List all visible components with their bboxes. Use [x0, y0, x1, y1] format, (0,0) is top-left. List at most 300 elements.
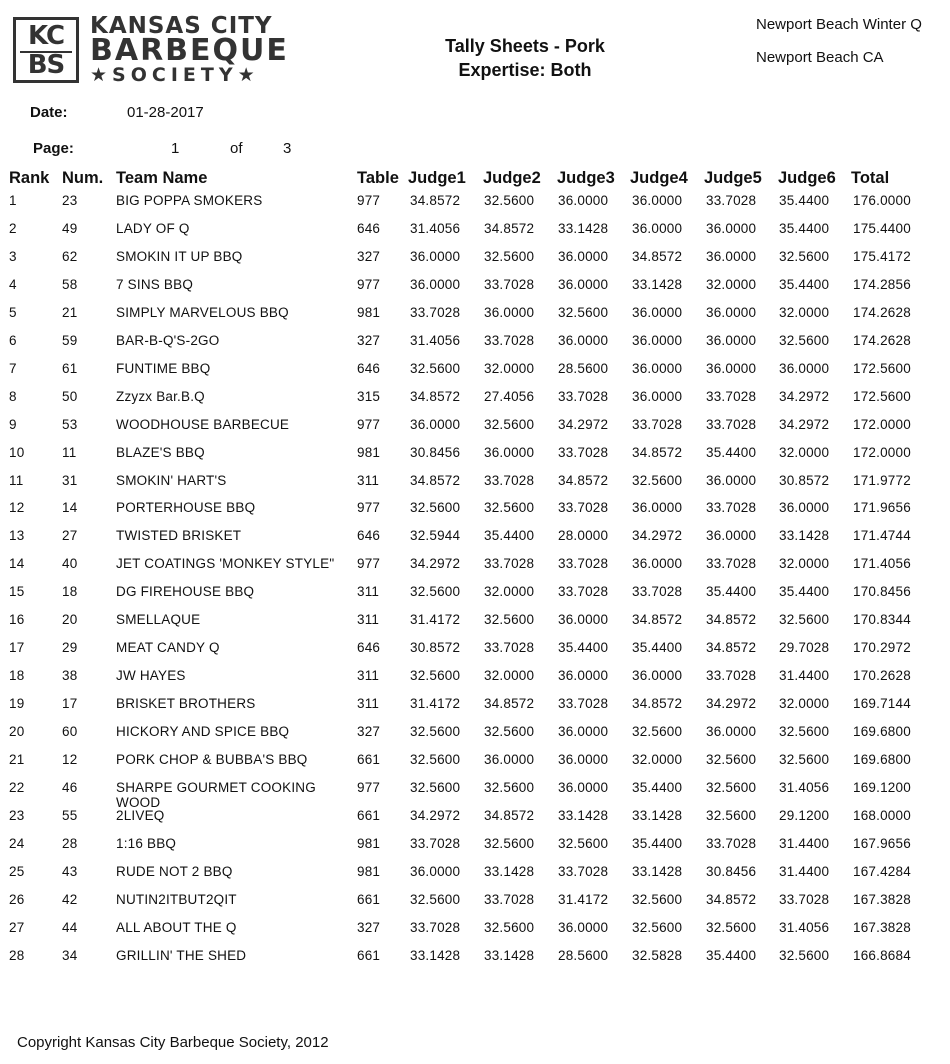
cell-judge1: 36.0000	[410, 863, 461, 879]
cell-rank: 19	[9, 696, 25, 712]
cell-judge5: 32.5600	[706, 752, 757, 767]
cell-team-name: MEAT CANDY Q	[116, 640, 220, 656]
cell-judge2: 34.8572	[484, 807, 535, 823]
table-row	[0, 389, 950, 417]
cell-team-name: BLAZE'S BBQ	[116, 444, 205, 460]
cell-judge3: 32.5600	[558, 304, 609, 320]
event-name: Newport Beach Winter Q	[756, 16, 922, 33]
cell-judge5: 33.7028	[706, 193, 757, 208]
cell-table: 977	[357, 556, 381, 572]
cell-table: 977	[357, 276, 381, 292]
cell-table: 327	[357, 724, 381, 740]
cell-judge5: 36.0000	[706, 472, 757, 488]
cell-team-name: WOODHOUSE BARBECUE	[116, 416, 290, 432]
cell-judge3: 36.0000	[558, 752, 609, 767]
cell-table: 311	[357, 612, 380, 628]
cell-judge5: 33.7028	[706, 668, 757, 684]
table-row	[0, 305, 950, 333]
report-title: Tally Sheets - Pork	[445, 36, 605, 56]
cell-judge1: 31.4172	[410, 612, 461, 628]
cell-team-name: ALL ABOUT THE Q	[116, 919, 237, 935]
cell-rank: 15	[9, 584, 25, 600]
cell-judge5: 36.0000	[706, 528, 757, 544]
cell-judge2: 32.5600	[484, 500, 535, 516]
col-header-judge1: Judge1	[408, 169, 466, 187]
cell-rank: 8	[9, 388, 17, 404]
cell-judge6: 34.2972	[779, 416, 830, 432]
table-row	[0, 361, 950, 389]
cell-table: 646	[357, 528, 381, 544]
cell-judge2: 33.7028	[484, 276, 535, 292]
cell-num: 11	[62, 444, 77, 460]
cell-total: 170.2972	[853, 640, 911, 656]
cell-total: 169.6800	[853, 752, 911, 767]
cell-judge1: 34.2972	[410, 556, 461, 572]
cell-judge5: 36.0000	[706, 360, 757, 376]
cell-team-name: BAR-B-Q'S-2GO	[116, 332, 220, 348]
cell-judge6: 35.4400	[779, 584, 830, 600]
cell-judge5: 36.0000	[706, 304, 757, 320]
cell-num: 50	[62, 388, 78, 404]
cell-judge4: 34.8572	[632, 248, 683, 264]
cell-team-name: JW HAYES	[116, 668, 186, 684]
cell-table: 311	[357, 668, 380, 684]
cell-judge3: 33.7028	[558, 556, 609, 572]
cell-rank: 10	[9, 444, 25, 460]
cell-total: 176.0000	[853, 193, 911, 208]
cell-total: 172.0000	[853, 416, 911, 432]
table-row	[0, 612, 950, 640]
cell-table: 977	[357, 193, 381, 208]
table-row	[0, 780, 950, 808]
table-row	[0, 892, 950, 920]
cell-judge2: 33.7028	[484, 332, 535, 348]
table-row	[0, 724, 950, 752]
report-subtitle: Expertise: Both	[458, 60, 592, 80]
table-row	[0, 500, 950, 528]
cell-total: 175.4400	[853, 220, 911, 236]
cell-team-name: RUDE NOT 2 BBQ	[116, 863, 233, 879]
cell-num: 21	[62, 304, 78, 320]
cell-total: 171.9772	[853, 472, 911, 488]
cell-total: 171.4744	[853, 528, 911, 544]
date-value: 01-28-2017	[127, 104, 204, 121]
cell-rank: 20	[9, 724, 25, 740]
cell-team-name: SIMPLY MARVELOUS BBQ	[116, 304, 289, 320]
cell-team-name: BRISKET BROTHERS	[116, 696, 256, 712]
cell-judge4: 36.0000	[632, 360, 683, 376]
cell-judge6: 32.5600	[779, 947, 830, 963]
cell-judge1: 33.7028	[410, 835, 461, 851]
cell-total: 172.5600	[853, 388, 911, 404]
cell-rank: 25	[9, 863, 25, 879]
table-row	[0, 668, 950, 696]
cell-table: 646	[357, 640, 381, 656]
kcbs-logo-mark	[13, 17, 79, 83]
cell-team-name: 1:16 BBQ	[116, 835, 177, 851]
cell-num: 23	[62, 193, 78, 208]
cell-judge5: 33.7028	[706, 500, 757, 516]
logo-mark-bottom: BS	[27, 50, 65, 80]
cell-table: 661	[357, 891, 381, 907]
cell-judge2: 32.5600	[484, 919, 535, 935]
cell-team-name: 2LIVEQ	[116, 807, 165, 823]
cell-judge4: 36.0000	[632, 556, 683, 572]
cell-num: 18	[62, 584, 78, 600]
cell-judge6: 35.4400	[779, 276, 830, 292]
cell-total: 174.2856	[853, 276, 911, 292]
cell-rank: 6	[9, 332, 17, 348]
cell-judge2: 36.0000	[484, 444, 535, 460]
cell-rank: 17	[9, 640, 25, 656]
cell-judge3: 36.0000	[558, 248, 609, 264]
cell-judge6: 32.5600	[779, 248, 830, 264]
cell-judge1: 34.8572	[410, 472, 461, 488]
col-header-rank: Rank	[9, 169, 50, 187]
cell-judge2: 32.0000	[484, 668, 535, 684]
cell-judge6: 32.0000	[779, 444, 830, 460]
cell-judge2: 33.7028	[484, 556, 535, 572]
cell-judge4: 36.0000	[632, 500, 683, 516]
cell-judge1: 30.8572	[410, 640, 461, 656]
col-header-table: Table	[357, 169, 399, 187]
cell-judge6: 32.5600	[779, 752, 830, 767]
cell-judge1: 34.8572	[410, 193, 461, 208]
table-row	[0, 417, 950, 445]
cell-table: 981	[357, 444, 381, 460]
cell-judge5: 32.5600	[706, 807, 757, 823]
cell-judge6: 34.2972	[779, 388, 830, 404]
cell-judge5: 34.2972	[706, 696, 757, 712]
cell-num: 34	[62, 947, 78, 963]
cell-judge4: 34.2972	[632, 528, 683, 544]
cell-num: 43	[62, 863, 78, 879]
cell-judge2: 32.5600	[484, 248, 535, 264]
cell-judge3: 33.7028	[558, 696, 609, 712]
cell-judge2: 32.5600	[484, 612, 535, 628]
cell-judge1: 32.5600	[410, 724, 461, 740]
cell-judge1: 32.5600	[410, 584, 461, 600]
cell-num: 28	[62, 835, 78, 851]
cell-judge2: 32.5600	[484, 724, 535, 740]
cell-table: 327	[357, 332, 381, 348]
cell-judge2: 33.7028	[484, 472, 535, 488]
cell-judge6: 31.4400	[779, 668, 830, 684]
table-row	[0, 528, 950, 556]
logo-text-line2: BARBEQUE	[90, 33, 289, 68]
logo-text-line1: KANSAS CITY	[90, 13, 273, 39]
cell-num: 40	[62, 556, 78, 572]
cell-total: 167.3828	[853, 891, 911, 907]
col-header-judge4: Judge4	[630, 169, 688, 187]
cell-judge5: 36.0000	[706, 220, 757, 236]
cell-team-name: PORTERHOUSE BBQ	[116, 500, 256, 516]
cell-judge2: 33.7028	[484, 640, 535, 656]
cell-rank: 5	[9, 304, 17, 320]
cell-total: 170.2628	[853, 668, 911, 684]
table-row	[0, 864, 950, 892]
cell-judge3: 34.8572	[558, 472, 609, 488]
cell-num: 12	[62, 752, 78, 767]
cell-judge5: 36.0000	[706, 332, 757, 348]
table-row	[0, 333, 950, 361]
cell-judge5: 35.4400	[706, 947, 757, 963]
cell-judge4: 36.0000	[632, 193, 683, 208]
cell-judge6: 33.7028	[779, 891, 830, 907]
cell-judge6: 29.7028	[779, 640, 830, 656]
cell-num: 17	[62, 696, 78, 712]
table-row	[0, 696, 950, 724]
cell-num: 14	[62, 500, 78, 516]
cell-total: 172.0000	[853, 444, 911, 460]
cell-judge6: 30.8572	[779, 472, 830, 488]
cell-table: 311	[357, 472, 380, 488]
cell-judge6: 31.4400	[779, 863, 830, 879]
cell-judge1: 30.8456	[410, 444, 461, 460]
cell-judge3: 33.7028	[558, 584, 609, 600]
table-row	[0, 193, 950, 221]
cell-judge1: 36.0000	[410, 416, 461, 432]
cell-table: 327	[357, 919, 381, 935]
page-total: 3	[283, 140, 292, 157]
cell-judge6: 32.5600	[779, 612, 830, 628]
cell-judge6: 36.0000	[779, 500, 830, 516]
col-header-judge5: Judge5	[704, 169, 762, 187]
cell-team-name: BIG POPPA SMOKERS	[116, 193, 263, 208]
cell-judge5: 32.0000	[706, 276, 757, 292]
cell-team-name: HICKORY AND SPICE BBQ	[116, 724, 290, 740]
cell-judge6: 32.5600	[779, 332, 830, 348]
col-header-team: Team Name	[116, 169, 208, 187]
cell-num: 61	[62, 360, 78, 376]
cell-num: 27	[62, 528, 78, 544]
cell-judge6: 35.4400	[779, 220, 830, 236]
cell-table: 661	[357, 807, 381, 823]
col-header-judge2: Judge2	[483, 169, 541, 187]
cell-team-name: GRILLIN' THE SHED	[116, 947, 247, 963]
cell-judge2: 33.7028	[484, 891, 535, 907]
cell-judge2: 34.8572	[484, 220, 535, 236]
cell-judge1: 36.0000	[410, 248, 461, 264]
cell-team-name: Zzyzx Bar.B.Q	[116, 388, 205, 404]
cell-judge3: 32.5600	[558, 835, 609, 851]
cell-judge5: 34.8572	[706, 612, 757, 628]
cell-judge5: 36.0000	[706, 248, 757, 264]
cell-judge5: 33.7028	[706, 556, 757, 572]
cell-team-name: SMOKIN IT UP BBQ	[116, 248, 243, 264]
cell-judge2: 36.0000	[484, 752, 535, 767]
cell-num: 55	[62, 807, 78, 823]
cell-rank: 14	[9, 556, 25, 572]
cell-judge4: 35.4400	[632, 779, 683, 795]
cell-rank: 9	[9, 416, 17, 432]
cell-total: 171.4056	[853, 556, 911, 572]
cell-judge3: 36.0000	[558, 332, 609, 348]
col-header-num: Num.	[62, 169, 104, 187]
cell-table: 661	[357, 752, 381, 767]
cell-judge5: 32.5600	[706, 779, 757, 795]
cell-rank: 16	[9, 612, 25, 628]
cell-team-name: PORK CHOP & BUBBA'S BBQ	[116, 752, 308, 767]
cell-judge5: 35.4400	[706, 584, 757, 600]
cell-num: 44	[62, 919, 78, 935]
cell-judge1: 34.2972	[410, 807, 461, 823]
cell-judge6: 32.5600	[779, 724, 830, 740]
cell-table: 315	[357, 388, 381, 404]
cell-table: 646	[357, 220, 381, 236]
table-row	[0, 836, 950, 864]
cell-rank: 22	[9, 779, 25, 795]
cell-judge4: 32.5600	[632, 919, 683, 935]
cell-total: 174.2628	[853, 304, 911, 320]
cell-num: 46	[62, 779, 78, 795]
cell-judge5: 32.5600	[706, 919, 757, 935]
cell-judge4: 33.1428	[632, 807, 683, 823]
cell-judge1: 32.5600	[410, 891, 461, 907]
cell-judge4: 36.0000	[632, 388, 683, 404]
table-row	[0, 445, 950, 473]
cell-judge4: 35.4400	[632, 835, 683, 851]
cell-judge2: 27.4056	[484, 388, 535, 404]
cell-team-name: FUNTIME BBQ	[116, 360, 211, 376]
cell-judge1: 33.7028	[410, 304, 461, 320]
cell-table: 981	[357, 835, 381, 851]
cell-num: 53	[62, 416, 78, 432]
cell-judge2: 32.5600	[484, 835, 535, 851]
cell-team-name: SMELLAQUE	[116, 612, 201, 628]
cell-table: 311	[357, 584, 380, 600]
cell-num: 62	[62, 248, 78, 264]
cell-judge4: 34.8572	[632, 612, 683, 628]
cell-judge4: 33.1428	[632, 863, 683, 879]
date-label: Date:	[30, 104, 68, 121]
cell-judge1: 31.4056	[410, 332, 461, 348]
cell-judge2: 33.1428	[484, 947, 535, 963]
cell-judge3: 34.2972	[558, 416, 609, 432]
cell-total: 170.8344	[853, 612, 911, 628]
cell-judge6: 35.4400	[779, 193, 830, 208]
logo-text-line3: ★SOCIETY★	[90, 64, 260, 86]
page-label: Page:	[33, 140, 74, 157]
cell-judge5: 35.4400	[706, 444, 757, 460]
table-row	[0, 808, 950, 836]
cell-judge4: 32.5600	[632, 724, 683, 740]
cell-judge3: 36.0000	[558, 612, 609, 628]
cell-judge4: 33.7028	[632, 416, 683, 432]
cell-judge6: 31.4056	[779, 919, 830, 935]
cell-table: 661	[357, 947, 381, 963]
cell-judge5: 30.8456	[706, 863, 757, 879]
logo-mark-top: KC	[27, 21, 65, 51]
cell-num: 42	[62, 891, 78, 907]
cell-team-name: DG FIREHOUSE BBQ	[116, 584, 255, 600]
cell-total: 169.1200	[853, 779, 911, 795]
cell-judge5: 36.0000	[706, 724, 757, 740]
cell-judge3: 28.5600	[558, 947, 609, 963]
cell-team-name: SHARPE GOURMET COOKING WOOD	[116, 779, 316, 810]
table-row	[0, 948, 950, 976]
cell-judge5: 33.7028	[706, 388, 757, 404]
cell-judge1: 32.5600	[410, 360, 461, 376]
cell-judge3: 28.5600	[558, 360, 609, 376]
cell-judge3: 36.0000	[558, 724, 609, 740]
event-location: Newport Beach CA	[756, 49, 884, 66]
cell-rank: 24	[9, 835, 25, 851]
cell-judge4: 36.0000	[632, 220, 683, 236]
cell-total: 166.8684	[853, 947, 911, 963]
cell-judge6: 33.1428	[779, 528, 830, 544]
cell-table: 977	[357, 500, 381, 516]
cell-judge3: 33.1428	[558, 807, 609, 823]
cell-table: 977	[357, 416, 381, 432]
cell-judge1: 31.4172	[410, 696, 461, 712]
cell-judge3: 33.7028	[558, 444, 609, 460]
table-row	[0, 221, 950, 249]
col-header-total: Total	[851, 169, 890, 187]
cell-total: 175.4172	[853, 248, 911, 264]
cell-rank: 13	[9, 528, 25, 544]
cell-total: 169.6800	[853, 724, 911, 740]
cell-rank: 27	[9, 919, 25, 935]
col-header-judge6: Judge6	[778, 169, 836, 187]
cell-rank: 21	[9, 752, 25, 767]
cell-judge4: 32.5828	[632, 947, 683, 963]
cell-rank: 4	[9, 276, 17, 292]
cell-total: 174.2628	[853, 332, 911, 348]
cell-judge4: 34.8572	[632, 444, 683, 460]
cell-total: 170.8456	[853, 584, 911, 600]
cell-judge1: 32.5600	[410, 779, 461, 795]
cell-rank: 26	[9, 891, 25, 907]
cell-rank: 3	[9, 248, 17, 264]
cell-table: 327	[357, 248, 381, 264]
cell-total: 171.9656	[853, 500, 911, 516]
cell-judge6: 32.0000	[779, 556, 830, 572]
cell-rank: 18	[9, 668, 25, 684]
cell-judge5: 34.8572	[706, 891, 757, 907]
cell-team-name: LADY OF Q	[116, 220, 190, 236]
cell-total: 168.0000	[853, 807, 911, 823]
cell-judge3: 36.0000	[558, 193, 609, 208]
page-of-label: of	[230, 140, 243, 157]
table-row	[0, 584, 950, 612]
cell-team-name: 7 SINS BBQ	[116, 276, 194, 292]
cell-judge3: 36.0000	[558, 668, 609, 684]
cell-rank: 1	[9, 193, 17, 208]
cell-judge6: 29.1200	[779, 807, 830, 823]
cell-judge4: 32.5600	[632, 472, 683, 488]
cell-table: 977	[357, 779, 381, 795]
cell-table: 646	[357, 360, 381, 376]
cell-num: 29	[62, 640, 78, 656]
cell-judge3: 35.4400	[558, 640, 609, 656]
cell-rank: 12	[9, 500, 25, 516]
cell-team-name: SMOKIN' HART'S	[116, 472, 227, 488]
cell-total: 172.5600	[853, 360, 911, 376]
cell-judge5: 33.7028	[706, 416, 757, 432]
cell-judge2: 32.0000	[484, 584, 535, 600]
cell-judge2: 34.8572	[484, 696, 535, 712]
cell-judge2: 32.5600	[484, 779, 535, 795]
table-row	[0, 920, 950, 948]
cell-judge4: 32.0000	[632, 752, 683, 767]
cell-judge1: 34.8572	[410, 388, 461, 404]
cell-judge5: 34.8572	[706, 640, 757, 656]
cell-judge3: 28.0000	[558, 528, 609, 544]
cell-total: 169.7144	[853, 696, 911, 712]
cell-judge3: 33.7028	[558, 388, 609, 404]
cell-num: 59	[62, 332, 78, 348]
